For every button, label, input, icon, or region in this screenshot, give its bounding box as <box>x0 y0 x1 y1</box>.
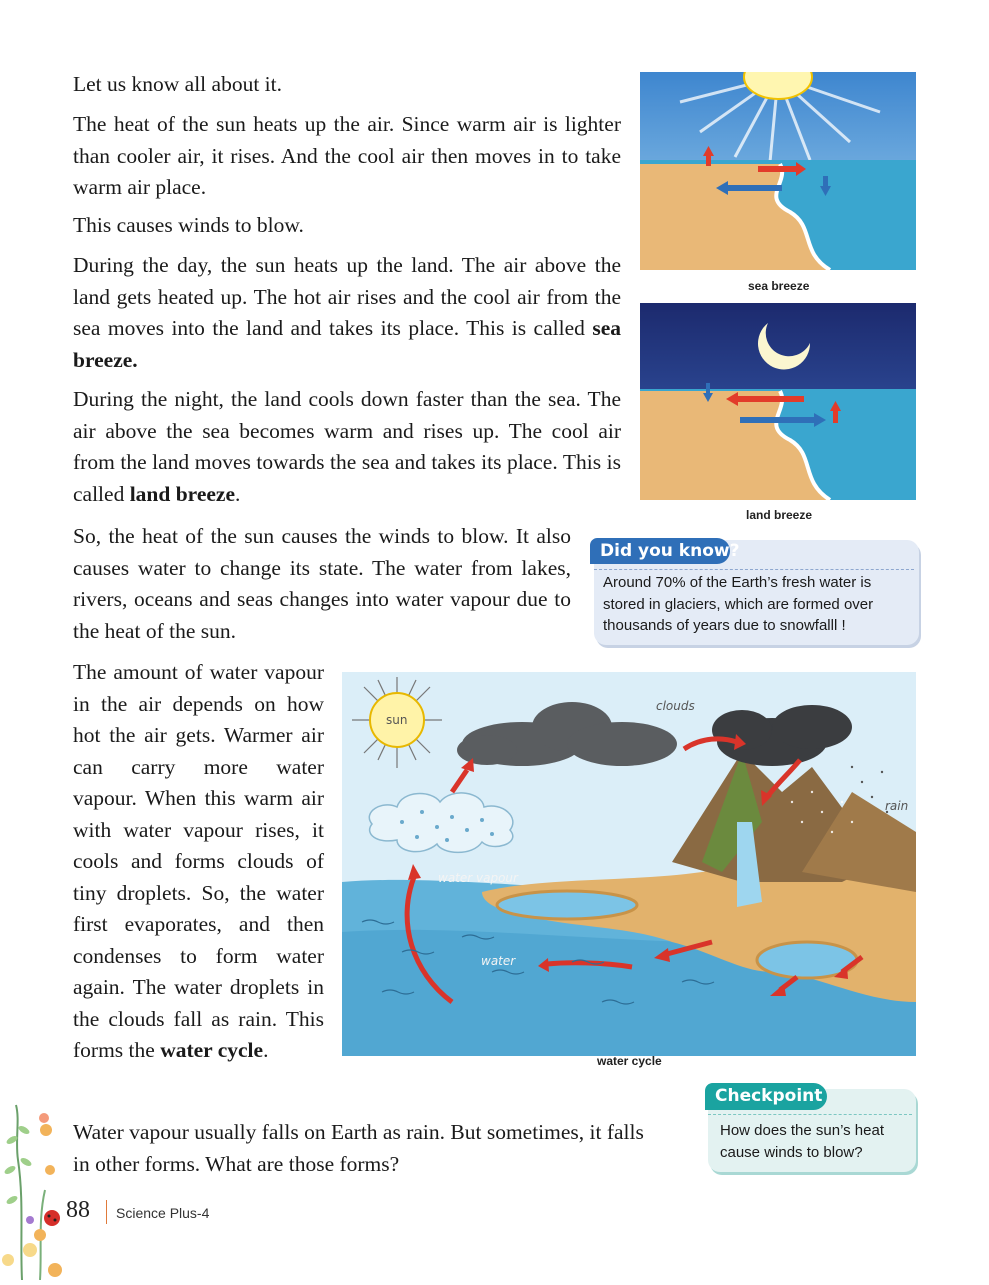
water-cycle-text: The amount of water vapour in the air depends on how hot the air gets. Warmer air can carry more water vapour. When this warm air with water vapour rises, it cools and forms clouds of tiny droplets. So, the water first evaporates, and then condenses to form water again. The water droplets in the clouds fall as rain. This forms the <box>73 660 324 1062</box>
paragraph-sea-breeze <box>73 250 621 376</box>
diagram-label-clouds: clouds <box>656 699 695 713</box>
paragraph-water-state: So, the heat of the sun causes the winds to blow. It also causes water to change its state. The water from lakes, rivers, oceans and seas changes into water vapour due to the heat of the sun. <box>73 524 571 643</box>
sea-breeze-caption: sea breeze <box>748 279 810 293</box>
sea-breeze-illustration <box>640 72 916 270</box>
did-you-know-title: Did you know? <box>600 541 740 561</box>
did-you-know-divider <box>594 569 914 570</box>
paragraph-warm-air: The heat of the sun heats up the air. Since warm air is lighter than cooler air, it rises. And the cool air then moves in to take warm air place. <box>73 112 621 199</box>
land-breeze-end: . <box>235 481 241 506</box>
book-title: Science Plus-4 <box>116 1205 210 1221</box>
paragraph-winds: This causes winds to blow. <box>73 213 304 237</box>
diagram-label-water-vapour: water vapour <box>438 871 518 885</box>
water-cycle-term: water cycle <box>160 1038 264 1062</box>
land-breeze-illustration <box>640 303 916 500</box>
water-cycle-caption: water cycle <box>597 1054 662 1068</box>
sea-breeze-term: sea breeze. <box>73 316 621 372</box>
diagram-label-water: water <box>481 954 516 968</box>
sea-breeze-text: During the day, the sun heats up the land. The air above the land gets heated up. The hot air rises and the cool air from the sea moves into the land and takes its place. This is called <box>73 253 621 340</box>
diagram-label-rain: rain <box>885 799 909 813</box>
water-cycle-diagram <box>342 672 916 1056</box>
floral-decoration <box>0 1100 66 1280</box>
page-number: 88 <box>66 1197 90 1223</box>
paragraph-other-forms: Water vapour usually falls on Earth as rain. But sometimes, it falls in other forms. What are those forms? <box>73 1120 644 1176</box>
checkpoint-divider <box>708 1114 912 1115</box>
footer-separator <box>106 1200 107 1224</box>
land-breeze-caption: land breeze <box>746 508 813 522</box>
did-you-know-text: Around 70% of the Earth’s fresh water is stored in glaciers, which are formed over thousands of years due to snowfalll ! <box>603 574 874 634</box>
checkpoint-box <box>708 1086 916 1172</box>
checkpoint-text: How does the sun’s heat cause winds to blow? <box>720 1122 884 1161</box>
paragraph-land-breeze <box>73 384 621 510</box>
paragraph-water-cycle <box>73 657 324 1067</box>
checkpoint-title: Checkpoint <box>715 1086 823 1106</box>
did-you-know-box <box>594 540 919 645</box>
diagram-label-sun: sun <box>386 713 408 727</box>
water-cycle-end: . <box>263 1038 269 1062</box>
paragraph-intro: Let us know all about it. <box>73 72 282 96</box>
land-breeze-text: During the night, the land cools down faster than the sea. The air above the sea becomes warm and rises up. The cool air from the land moves towards the sea and takes its place. This is called <box>73 387 621 506</box>
land-breeze-term: land breeze <box>129 481 235 506</box>
